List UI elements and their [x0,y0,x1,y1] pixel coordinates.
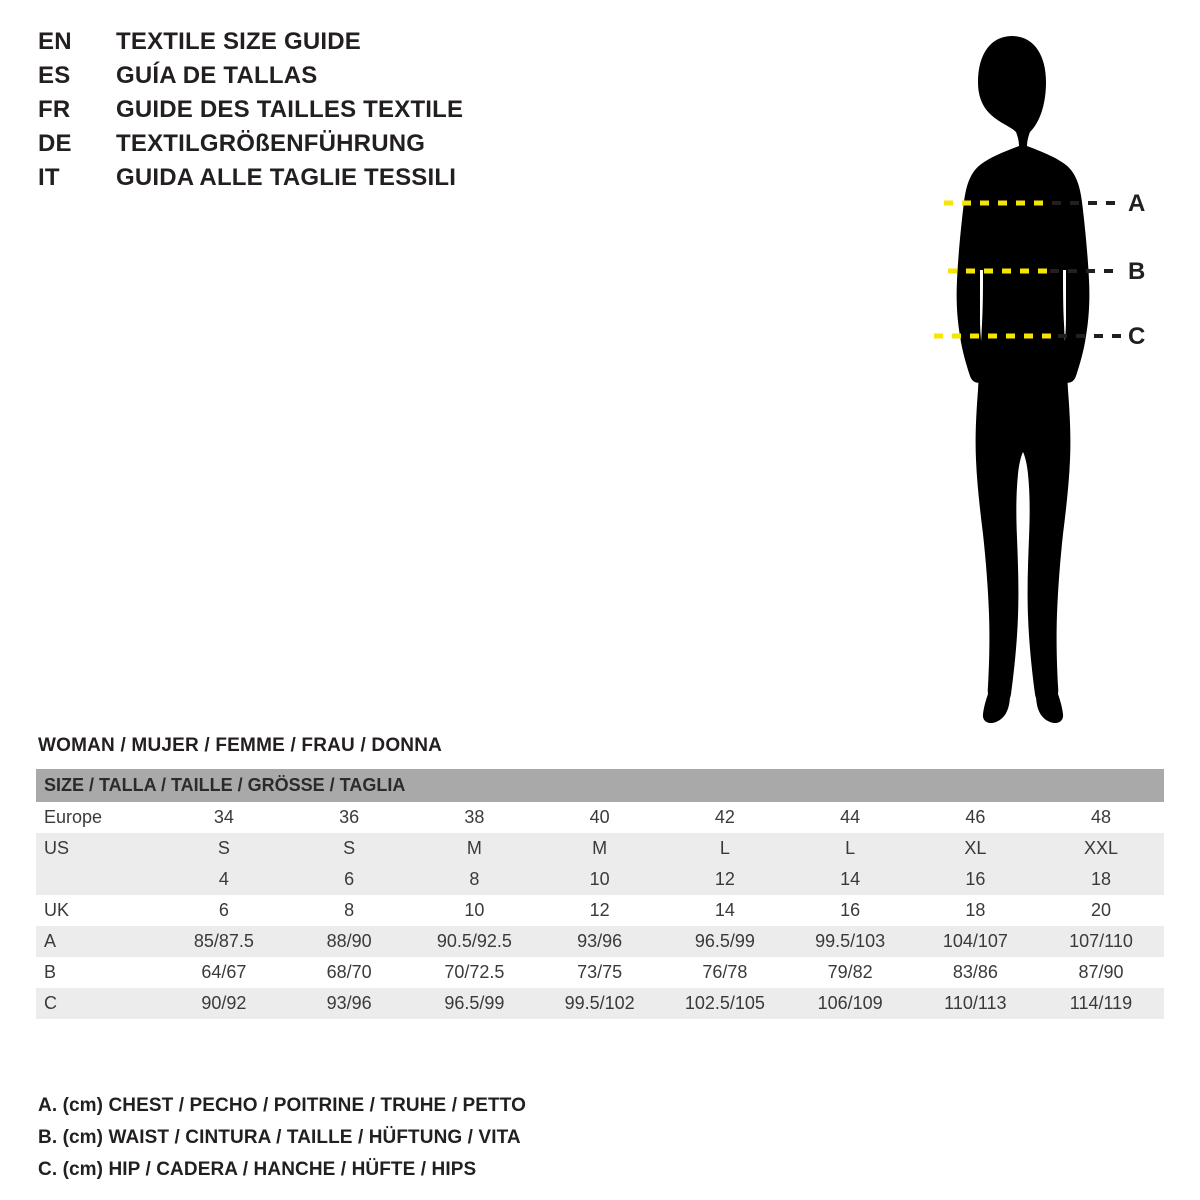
legend-line-a: A. (cm) CHEST / PECHO / POITRINE / TRUHE / PETTO [38,1095,526,1116]
table-header-row [36,769,1164,802]
row-label: UK [36,895,161,926]
cell: 12 [537,895,662,926]
language-row [38,96,658,130]
cell: 107/110 [1038,926,1164,957]
cell: 18 [1038,864,1164,895]
cell: 90/92 [161,988,286,1019]
language-title: TEXTILE SIZE GUIDE [116,28,361,55]
cell: 40 [537,802,662,833]
measure-label-c: C [1128,323,1146,350]
language-code: EN [38,28,72,55]
cell: XXL [1038,833,1164,864]
table-row [36,895,1164,926]
table-row [36,957,1164,988]
language-row [38,130,658,164]
row-label: Europe [36,802,161,833]
cell: 64/67 [161,957,286,988]
cell: 85/87.5 [161,926,286,957]
row-label: US [36,833,161,864]
cell: 73/75 [537,957,662,988]
language-row [38,28,658,62]
female-silhouette-icon [860,18,1190,738]
cell: 16 [913,864,1038,895]
cell: 88/90 [287,926,412,957]
language-code: ES [38,62,71,89]
cell: 38 [412,802,537,833]
cell: 10 [537,864,662,895]
cell: 8 [412,864,537,895]
cell: 110/113 [913,988,1038,1019]
table-row [36,864,1164,895]
table-header-label: SIZE / TALLA / TAILLE / GRÖSSE / TAGLIA [36,769,1164,802]
cell: M [412,833,537,864]
row-label: B [36,957,161,988]
cell: 87/90 [1038,957,1164,988]
cell: 36 [287,802,412,833]
cell: 83/86 [913,957,1038,988]
cell: 68/70 [287,957,412,988]
cell: 96.5/99 [412,988,537,1019]
language-title: GUÍA DE TALLAS [116,62,318,89]
table-row [36,926,1164,957]
cell: XL [913,833,1038,864]
language-code: IT [38,164,60,191]
cell: 79/82 [788,957,913,988]
cell: 46 [913,802,1038,833]
language-row [38,164,658,198]
cell: 6 [287,864,412,895]
cell: 96.5/99 [662,926,787,957]
cell: M [537,833,662,864]
cell: 76/78 [662,957,787,988]
cell: 48 [1038,802,1164,833]
cell: 106/109 [788,988,913,1019]
cell: 34 [161,802,286,833]
size-table [36,769,1164,1019]
cell: 6 [161,895,286,926]
cell: L [788,833,913,864]
table-group-label: WOMAN / MUJER / FEMME / FRAU / DONNA [38,735,443,756]
language-title: GUIDA ALLE TAGLIE TESSILI [116,164,457,191]
cell: 12 [662,864,787,895]
row-label: C [36,988,161,1019]
cell: 44 [788,802,913,833]
measurement-legend [38,1090,738,1186]
language-row [38,62,658,96]
cell: 93/96 [537,926,662,957]
cell: 16 [788,895,913,926]
cell: 8 [287,895,412,926]
row-label: A [36,926,161,957]
cell: 20 [1038,895,1164,926]
body-figure [860,18,1190,738]
table-row [36,833,1164,864]
language-title: GUIDE DES TAILLES TEXTILE [116,96,464,123]
cell: S [287,833,412,864]
cell: 42 [662,802,787,833]
language-code: FR [38,96,71,123]
cell: L [662,833,787,864]
cell: 99.5/102 [537,988,662,1019]
language-code: DE [38,130,72,157]
cell: 14 [662,895,787,926]
table-row [36,988,1164,1019]
cell: 93/96 [287,988,412,1019]
cell: 14 [788,864,913,895]
cell: 18 [913,895,1038,926]
legend-line-b: B. (cm) WAIST / CINTURA / TAILLE / HÜFTUNG / VITA [38,1127,521,1148]
cell: 4 [161,864,286,895]
language-header [38,28,658,198]
measure-label-b: B [1128,258,1146,285]
cell: 99.5/103 [788,926,913,957]
cell: 70/72.5 [412,957,537,988]
cell: 90.5/92.5 [412,926,537,957]
size-table-area [36,735,1164,1019]
row-label [36,864,161,895]
language-title: TEXTILGRÖßENFÜHRUNG [116,130,426,157]
cell: 10 [412,895,537,926]
measure-label-a: A [1128,190,1146,217]
cell: 104/107 [913,926,1038,957]
cell: 102.5/105 [662,988,787,1019]
cell: S [161,833,286,864]
table-row [36,802,1164,833]
cell: 114/119 [1038,988,1164,1019]
legend-line-c: C. (cm) HIP / CADERA / HANCHE / HÜFTE / HIPS [38,1159,477,1180]
